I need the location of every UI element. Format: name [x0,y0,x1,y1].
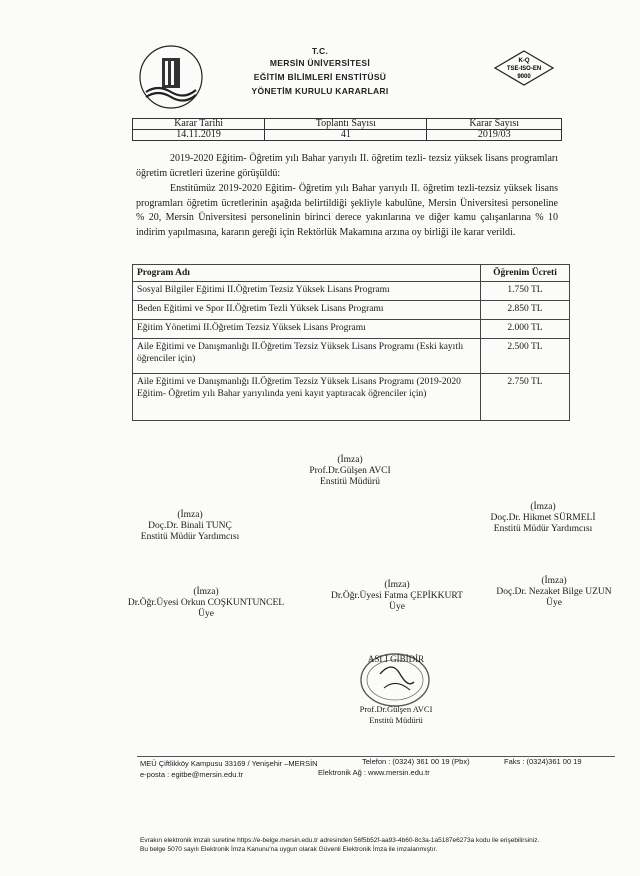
signature-imza: (İmza) [384,580,410,590]
decision-header-date: Karar Tarihi [133,119,265,130]
signature-name: Doç.Dr. Binali TUNÇ [148,521,232,531]
decision-header-meeting: Toplantı Sayısı [265,119,427,130]
signature-title: Enstitü Müdür Yardımcısı [493,524,593,534]
signature-imza: (İmza) [177,510,203,520]
header-institute: EĞİTİM BİLİMLERİ ENSTİTÜSÜ [253,72,387,82]
decision-meeting: 41 [265,130,427,141]
signature-director [290,455,410,488]
header-board: YÖNETİM KURULU KARARLARI [251,86,389,96]
signature-name: Doç.Dr. Nezaket Bilge UZUN [496,587,612,597]
signature-title: Üye [389,602,405,612]
program-header-fee: Öğrenim Ücreti [481,265,570,282]
signature-vice-director-2 [468,502,618,535]
signature-name: Dr.Öğr.Üyesi Orkun COŞKUNTUNCEL [127,598,285,608]
signature-title: Üye [198,609,214,619]
table-row [133,374,570,421]
table-row [133,282,570,301]
tse-line-2: TSE-ISO-EN [506,66,542,72]
program-header-name: Program Adı [133,265,481,282]
footer-fax: Faks : (0324)361 00 19 [504,757,582,766]
signature-imza: (İmza) [193,587,219,597]
footer-email[interactable]: e-posta : egitbe@mersin.edu.tr [140,770,244,779]
signature-name: Doç.Dr. Hikmet SÜRMELİ [490,513,596,523]
footer-web[interactable]: Elektronik Ağ : www.mersin.edu.tr [318,768,430,777]
footer-phone: Telefon : (0324) 361 00 19 (Pbx) [362,757,470,766]
program-fee: 1.750 TL [481,282,570,301]
program-name: Aile Eğitimi ve Danışmanlığı II.Öğretim Tezsiz Yüksek Lisans Programı (2019-2020 Eğitim- Öğretim yılı Bahar yarıyılında yeni kayıt yaptıracak öğrenciler için) [133,374,481,421]
program-name: Aile Eğitimi ve Danışmanlığı II.Öğretim Tezsiz Yüksek Lisans Programı (Eski kayıtlı öğrenciler için) [133,339,481,374]
stamp-role: Enstitü Müdürü [369,715,423,725]
esign-note-line-2: Bu belge 5070 sayılı Elektronik İmza Kanunu'na uygun olarak Güvenli Elektronik İmza ile imzalanmıştır. [140,846,438,853]
program-table [132,264,570,421]
decision-header-number: Karar Sayısı [427,119,562,130]
esign-note-line-1: Evrakın elektronik imzalı suretine https://e-belge.mersin.edu.tr adresinden 56f5b52f-aa93-4b60-8c3a-1a5187e6273a kodu ile erişebilirsiniz. [140,837,540,844]
header-university: MERSİN ÜNİVERSİTESİ [269,58,371,68]
tse-line-3: 9000 [517,74,531,80]
signature-vice-director-1 [115,510,265,543]
program-fee: 2.000 TL [481,320,570,339]
decision-number: 2019/03 [427,130,562,141]
decision-table [132,118,562,141]
signature-title: Üye [546,598,562,608]
program-fee: 2.500 TL [481,339,570,374]
decision-body: Enstitümüz 2019-2020 Eğitim- Öğretim yılı Bahar yarıyılı II. öğretim tezli-tezsiz yüksek lisans programları öğretim ücretlerinin aşağıda belirtildiği şekliyle kabulüne, Mersin Üniversitesi personeline % 20, Mersin Üniversitesi personelinin birinci derece yakınlarına ve diğer kamu çalışanlarına % 10 indirim yapılmasına, kararın gereği için Rektörlük Makamına arzına oy birliği ile karar verildi. [136,183,558,238]
program-name: Beden Eğitimi ve Spor II.Öğretim Tezli Yüksek Lisans Programı [133,301,481,320]
signature-member-2 [314,580,480,613]
signature-imza: (İmza) [530,502,556,512]
decision-subject: 2019-2020 Eğitim- Öğretim yılı Bahar yarıyılı II. öğretim tezli- tezsiz yüksek lisans programları öğretim ücretleri üzerine görüşüldü: [136,153,558,179]
certified-copy-stamp [340,640,450,730]
table-row [133,320,570,339]
stamp-title: ASLI GİBİDİR [367,654,425,664]
table-row [133,339,570,374]
tse-line-1: K-Q [518,58,530,64]
signature-title: Enstitü Müdürü [320,477,380,487]
program-name: Sosyal Bilgiler Eğitimi II.Öğretim Tezsiz Yüksek Lisans Programı [133,282,481,301]
header-tc: T.C. [311,46,329,56]
signature-imza: (İmza) [541,576,567,586]
signature-name: Dr.Öğr.Üyesi Fatma ÇEPİKKURT [331,591,463,601]
signature-imza: (İmza) [337,455,363,465]
signature-title: Enstitü Müdür Yardımcısı [140,532,240,542]
program-fee: 2.850 TL [481,301,570,320]
decision-date: 14.11.2019 [133,130,265,141]
program-name: Eğitim Yönetimi II.Öğretim Tezsiz Yüksek Lisans Programı [133,320,481,339]
program-fee: 2.750 TL [481,374,570,421]
table-row [133,301,570,320]
signature-member-3 [480,576,628,609]
stamp-name: Prof.Dr.Gülşen AVCI [359,704,433,714]
signature-member-1 [100,587,312,620]
footer-address: MEÜ Çiftlikköy Kampusu 33169 / Yenişehir –MERSİN [140,759,318,768]
signature-name: Prof.Dr.Gülşen AVCI [309,466,391,476]
